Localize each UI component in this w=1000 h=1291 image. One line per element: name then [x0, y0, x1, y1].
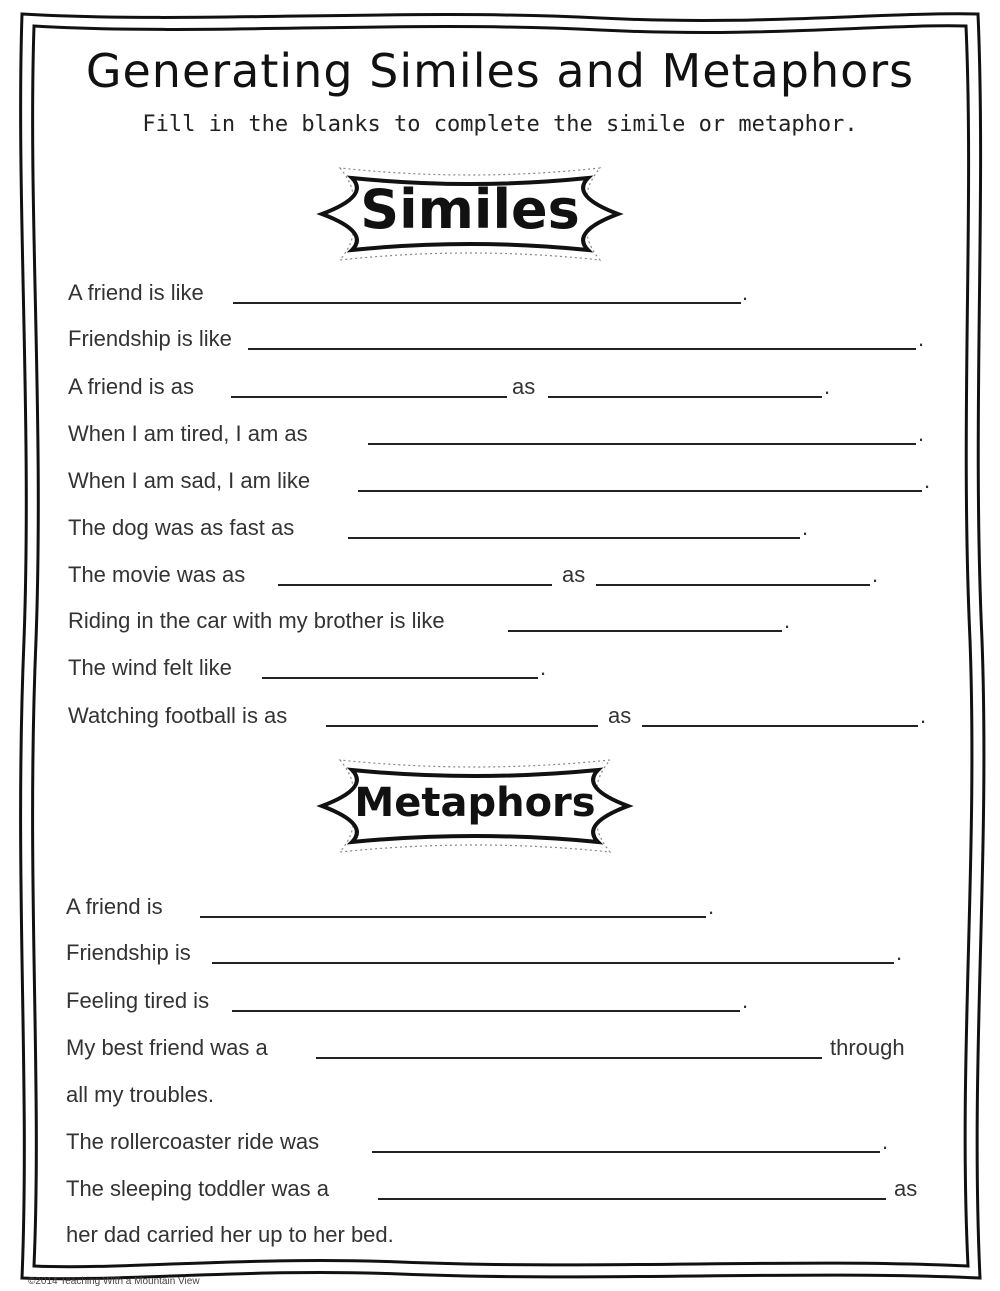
answer-blank[interactable]: [372, 1151, 880, 1153]
simile-line-6: [68, 513, 968, 543]
answer-blank[interactable]: [232, 1010, 740, 1012]
answer-blank[interactable]: [348, 537, 800, 539]
metaphor-line-4-continued: [66, 1080, 966, 1110]
answer-blank[interactable]: [200, 916, 706, 918]
simile-prompt: When I am tired, I am as: [68, 421, 308, 446]
metaphor-line-4: [66, 1033, 966, 1063]
metaphor-prompt: Feeling tired is: [66, 988, 210, 1013]
metaphor-line-2: [66, 938, 966, 968]
line-mid: as: [608, 703, 632, 728]
simile-line-1: [68, 278, 968, 308]
metaphor-line-1: [66, 892, 966, 922]
simile-prompt: Riding in the car with my brother is like: [68, 608, 445, 633]
page-title: Generating Similes and Metaphors: [85, 44, 915, 98]
line-end: .: [882, 1129, 889, 1154]
simile-line-7: [68, 560, 968, 590]
simile-line-3: [68, 372, 968, 402]
simile-prompt: Watching football is as: [68, 703, 288, 728]
answer-blank[interactable]: [212, 962, 894, 964]
simile-prompt: The dog was as fast as: [68, 515, 295, 540]
simile-line-8: [68, 606, 968, 636]
metaphor-prompt: My best friend was a: [66, 1035, 268, 1060]
line-end: .: [918, 326, 925, 351]
line-end: .: [924, 468, 931, 493]
simile-prompt: Friendship is like: [68, 326, 232, 351]
answer-blank[interactable]: [378, 1198, 886, 1200]
answer-blank[interactable]: [642, 725, 918, 727]
answer-blank[interactable]: [368, 443, 916, 445]
answer-blank[interactable]: [233, 302, 741, 304]
answer-blank[interactable]: [262, 677, 538, 679]
line-end: .: [896, 940, 903, 965]
line-end: .: [872, 562, 879, 587]
answer-blank[interactable]: [231, 396, 507, 398]
metaphors-heading: Metaphors: [354, 780, 596, 826]
page-subtitle: Fill in the blanks to complete the simile or metaphor.: [142, 112, 858, 137]
simile-prompt: When I am sad, I am like: [68, 468, 311, 493]
simile-line-5: [68, 466, 968, 496]
line-end: as: [894, 1176, 918, 1201]
line-mid: as: [562, 562, 586, 587]
simile-prompt: The movie was as: [68, 562, 246, 587]
answer-blank[interactable]: [548, 396, 822, 398]
line-end: .: [824, 374, 831, 399]
metaphor-line-3: [66, 986, 966, 1016]
line-end: .: [742, 280, 749, 305]
copyright-credit: ©2014 Teaching With a Mountain View: [28, 1276, 200, 1287]
answer-blank[interactable]: [596, 584, 870, 586]
line-end: .: [742, 988, 749, 1013]
answer-blank[interactable]: [316, 1057, 822, 1059]
simile-line-10: [68, 701, 968, 731]
metaphor-continuation: all my troubles.: [66, 1082, 214, 1107]
line-end: .: [802, 515, 809, 540]
line-end: .: [540, 655, 547, 680]
metaphor-line-6: [66, 1174, 966, 1204]
metaphor-prompt: The rollercoaster ride was: [66, 1129, 320, 1154]
metaphor-prompt: The sleeping toddler was a: [66, 1176, 329, 1201]
answer-blank[interactable]: [358, 490, 922, 492]
line-end: .: [918, 421, 925, 446]
line-end: .: [708, 894, 715, 919]
line-mid: as: [512, 374, 536, 399]
answer-blank[interactable]: [508, 630, 782, 632]
metaphor-continuation: her dad carried her up to her bed.: [66, 1222, 394, 1247]
metaphor-line-6-continued: [66, 1220, 966, 1250]
simile-line-2: [68, 324, 968, 354]
simile-line-4: [68, 419, 968, 449]
simile-line-9: [68, 653, 968, 683]
answer-blank[interactable]: [326, 725, 598, 727]
line-end: .: [920, 703, 927, 728]
answer-blank[interactable]: [248, 348, 916, 350]
metaphor-prompt: A friend is: [66, 894, 163, 919]
answer-blank[interactable]: [278, 584, 552, 586]
similes-banner: [300, 148, 640, 280]
similes-heading: Similes: [360, 178, 580, 241]
metaphor-prompt: Friendship is: [66, 940, 191, 965]
simile-prompt: A friend is as: [68, 374, 194, 399]
line-end: through: [830, 1035, 905, 1060]
line-end: .: [784, 608, 791, 633]
simile-prompt: The wind felt like: [68, 655, 232, 680]
metaphor-line-5: [66, 1127, 966, 1157]
metaphors-banner: [300, 740, 650, 872]
simile-prompt: A friend is like: [68, 280, 204, 305]
